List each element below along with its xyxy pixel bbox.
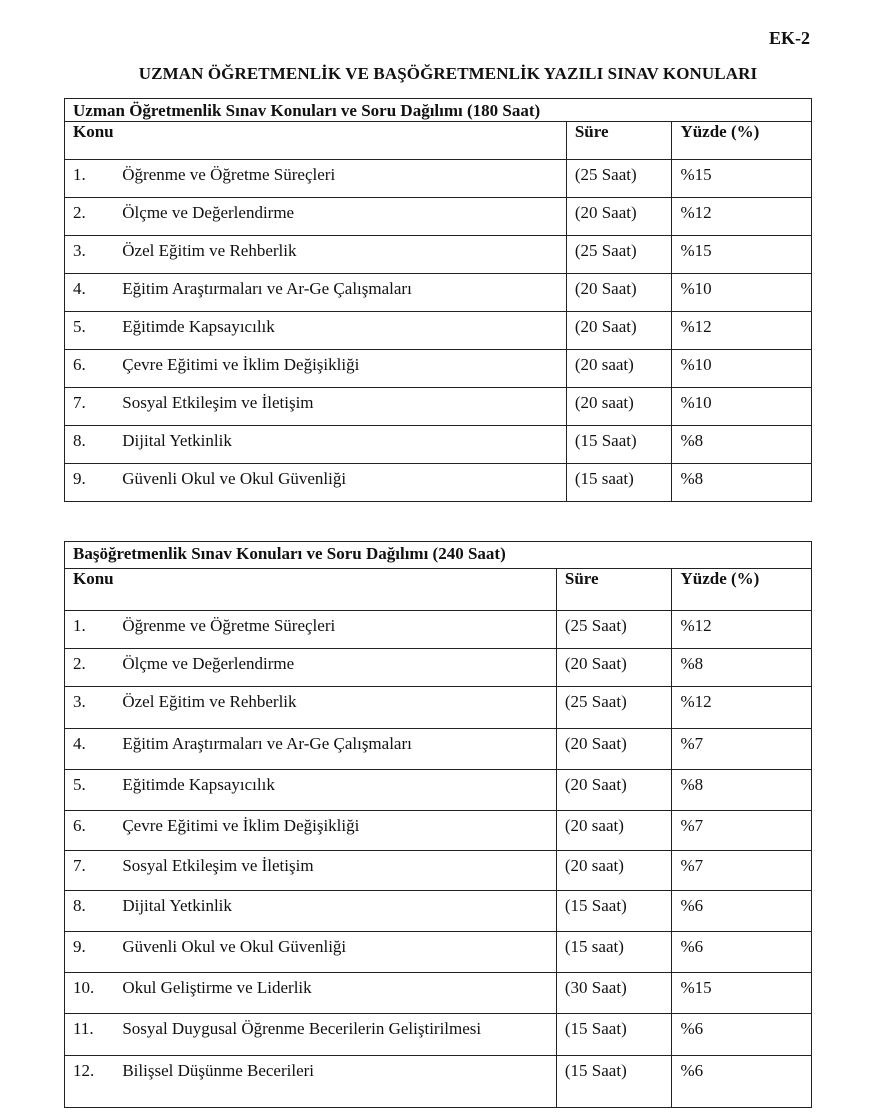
row-sure: (20 saat) [566,388,672,426]
row-topic: Dijital Yetkinlik [122,426,566,464]
row-number: 8. [65,891,123,932]
row-topic: Eğitim Araştırmaları ve Ar-Ge Çalışmaları [122,729,556,770]
row-number: 7. [65,851,123,891]
row-sure: (25 Saat) [566,160,672,198]
row-topic: Sosyal Etkileşim ve İletişim [122,388,566,426]
table-row [65,160,812,198]
row-number: 3. [65,687,123,729]
row-number: 2. [65,649,123,687]
row-number: 7. [65,388,123,426]
row-sure: (15 Saat) [556,1014,672,1056]
row-yuzde: %8 [672,464,812,502]
row-yuzde: %15 [672,160,812,198]
row-number: 4. [65,729,123,770]
row-yuzde: %12 [672,687,812,729]
row-number: 5. [65,770,123,811]
table-caption-row [65,99,812,122]
table-row [65,388,812,426]
row-yuzde: %7 [672,729,812,770]
table-header-row [65,569,812,611]
table-row [65,729,812,770]
row-sure: (20 Saat) [556,770,672,811]
row-number: 1. [65,160,123,198]
row-sure: (20 Saat) [566,274,672,312]
uzman-ogretmenlik-table [64,98,812,502]
table-row [65,1014,812,1056]
table-row [65,891,812,932]
row-topic: Çevre Eğitimi ve İklim Değişikliği [122,350,566,388]
row-topic: Eğitim Araştırmaları ve Ar-Ge Çalışmaları [122,274,566,312]
table-row [65,649,812,687]
row-sure: (15 Saat) [556,1056,672,1108]
row-topic: Sosyal Duygusal Öğrenme Becerilerin Geliştirilmesi [122,1014,556,1056]
table-caption: Uzman Öğretmenlik Sınav Konuları ve Soru Dağılımı (180 Saat) [65,99,812,122]
row-sure: (25 Saat) [556,687,672,729]
row-number: 4. [65,274,123,312]
row-number: 2. [65,198,123,236]
header-konu: Konu [65,569,557,611]
row-number: 8. [65,426,123,464]
row-yuzde: %12 [672,611,812,649]
row-number: 6. [65,811,123,851]
row-yuzde: %6 [672,1014,812,1056]
row-number: 6. [65,350,123,388]
table-caption: Başöğretmenlik Sınav Konuları ve Soru Dağılımı (240 Saat) [65,542,812,569]
header-yuzde: Yüzde (%) [672,569,812,611]
table-row [65,312,812,350]
row-yuzde: %12 [672,312,812,350]
header-sure: Süre [556,569,672,611]
table-row [65,464,812,502]
header-konu: Konu [65,122,567,160]
table-row [65,851,812,891]
row-topic: Öğrenme ve Öğretme Süreçleri [122,160,566,198]
row-yuzde: %7 [672,811,812,851]
row-topic: Eğitimde Kapsayıcılık [122,770,556,811]
row-number: 5. [65,312,123,350]
row-sure: (20 Saat) [556,649,672,687]
row-sure: (20 Saat) [556,729,672,770]
row-number: 12. [65,1056,123,1108]
row-topic: Öğrenme ve Öğretme Süreçleri [122,611,556,649]
row-yuzde: %12 [672,198,812,236]
table-row [65,274,812,312]
row-yuzde: %6 [672,891,812,932]
annex-label: EK-2 [768,28,810,48]
row-sure: (25 Saat) [556,611,672,649]
row-yuzde: %8 [672,426,812,464]
row-topic: Çevre Eğitimi ve İklim Değişikliği [122,811,556,851]
row-yuzde: %10 [672,350,812,388]
row-yuzde: %15 [672,236,812,274]
table-row [65,687,812,729]
row-yuzde: %6 [672,932,812,973]
row-sure: (20 saat) [556,811,672,851]
table-header-row [65,122,812,160]
header-sure: Süre [566,122,672,160]
row-sure: (15 saat) [566,464,672,502]
document-title: UZMAN ÖĞRETMENLİK VE BAŞÖĞRETMENLİK YAZILI SINAV KONULARI [138,64,758,83]
row-yuzde: %15 [672,973,812,1014]
row-number: 9. [65,932,123,973]
row-sure: (25 Saat) [566,236,672,274]
header-yuzde: Yüzde (%) [672,122,812,160]
table-row [65,811,812,851]
table-row [65,198,812,236]
row-yuzde: %10 [672,388,812,426]
row-sure: (15 saat) [556,932,672,973]
row-sure: (20 Saat) [566,312,672,350]
row-yuzde: %8 [672,649,812,687]
table-row [65,770,812,811]
row-topic: Özel Eğitim ve Rehberlik [122,236,566,274]
row-topic: Ölçme ve Değerlendirme [122,198,566,236]
table-row [65,973,812,1014]
row-topic: Ölçme ve Değerlendirme [122,649,556,687]
row-number: 11. [65,1014,123,1056]
row-sure: (20 Saat) [566,198,672,236]
row-number: 1. [65,611,123,649]
row-sure: (15 Saat) [556,891,672,932]
table-row [65,350,812,388]
row-yuzde: %10 [672,274,812,312]
table-caption-row [65,542,812,569]
row-yuzde: %6 [672,1056,812,1108]
row-sure: (15 Saat) [566,426,672,464]
row-yuzde: %7 [672,851,812,891]
row-number: 9. [65,464,123,502]
row-topic: Güvenli Okul ve Okul Güvenliği [122,932,556,973]
row-yuzde: %8 [672,770,812,811]
row-topic: Bilişsel Düşünme Becerileri [122,1056,556,1108]
row-topic: Sosyal Etkileşim ve İletişim [122,851,556,891]
row-topic: Güvenli Okul ve Okul Güvenliği [122,464,566,502]
row-topic: Dijital Yetkinlik [122,891,556,932]
row-number: 10. [65,973,123,1014]
table-row [65,236,812,274]
row-sure: (30 Saat) [556,973,672,1014]
row-topic: Okul Geliştirme ve Liderlik [122,973,556,1014]
table-row [65,426,812,464]
table-row [65,932,812,973]
row-sure: (20 saat) [556,851,672,891]
basogretmenlik-table [64,541,812,1108]
table-row [65,1056,812,1108]
row-sure: (20 saat) [566,350,672,388]
row-topic: Eğitimde Kapsayıcılık [122,312,566,350]
table-row [65,611,812,649]
row-topic: Özel Eğitim ve Rehberlik [122,687,556,729]
row-number: 3. [65,236,123,274]
